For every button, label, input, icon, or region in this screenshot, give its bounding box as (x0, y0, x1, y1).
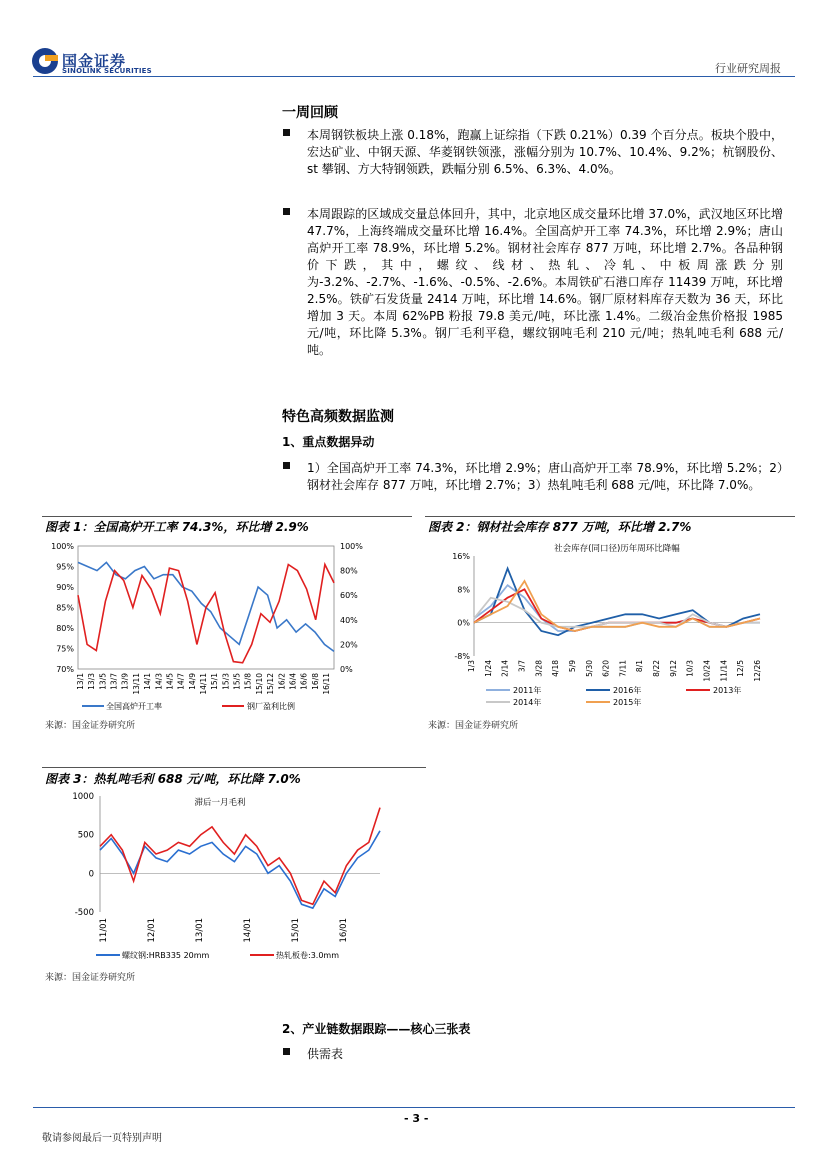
chart-social-inventory (430, 538, 770, 712)
figure-2-title: 图表 2：钢材社会库存 877 万吨，环比增 2.7% (428, 520, 692, 534)
y-tick-label: 0% (457, 618, 470, 628)
y-tick-label: 8% (457, 585, 470, 595)
x-tick-label: 5/30 (584, 660, 594, 677)
figure-2-source: 来源：国金证券研究所 (428, 721, 519, 731)
chart-gross-margin (62, 789, 392, 967)
y-tick-left: 90% (56, 583, 74, 592)
legend-label-furnace: 全国高炉开工率 (106, 702, 162, 711)
x-tick-label: 3/7 (517, 660, 527, 673)
figure-2-rule (425, 516, 795, 517)
y-tick-label: 500 (77, 830, 94, 841)
y-tick-left: 80% (56, 624, 74, 633)
y-tick-label: 16% (452, 552, 470, 561)
chart-2-title: 社会库存(同口径)历年周环比降幅 (554, 544, 680, 554)
review-bullet-2 (283, 206, 783, 359)
logo-text-en: SINOLINK SECURITIES (62, 67, 152, 75)
x-tick-label: 12/01 (147, 918, 157, 943)
y-tick-right: 80% (340, 566, 358, 576)
y-tick-right: 0% (340, 665, 353, 674)
figure-3-rule (42, 767, 426, 768)
x-tick-label: 4/18 (551, 660, 561, 677)
review-bullet-1-text: 本周钢铁板块上涨 0.18%，跑赢上证综指（下跌 0.21%）0.39 个百分点。板块个股中，宏达矿业、中钢天源、华菱钢铁领涨，涨幅分别为 10.7%、10.4%、9.2%；杭钢股份、st 攀钢、方大特钢领跌，跌幅分别 6.5%、6.3%、4.0%。 (307, 128, 783, 176)
x-tick-label: 14/7 (176, 673, 186, 690)
review-bullet-1 (283, 127, 783, 178)
chart-blast-furnace (42, 536, 372, 714)
x-tick-label: 13/3 (87, 673, 97, 690)
y-tick-left: 70% (56, 665, 74, 674)
y-tick-right: 60% (340, 591, 358, 601)
x-tick-label: 10/24 (702, 660, 712, 682)
x-tick-label: 13/1 (76, 673, 85, 690)
legend-label: 2011年 (513, 686, 542, 695)
x-tick-label: 15/3 (221, 673, 231, 690)
y-tick-left: 85% (56, 603, 74, 613)
figure-3-title: 图表 3：热轧吨毛利 688 元/吨，环比降 7.0% (45, 772, 301, 786)
series-line-profit-ratio (78, 565, 334, 663)
x-tick-label: 14/9 (187, 673, 197, 690)
legend-label-hrc: 热轧板卷:3.0mm (276, 951, 340, 960)
subsection-title-1: 1、重点数据异动 (282, 435, 375, 449)
footer-disclaimer: 敬请参阅最后一页特别声明 (42, 1133, 162, 1144)
x-tick-label: 5/9 (567, 660, 577, 673)
section-title-monitor: 特色高频数据监测 (282, 409, 394, 425)
figure-1-title: 图表 1：全国高炉开工率 74.3%，环比增 2.9% (45, 520, 309, 534)
x-tick-label: 15/5 (232, 673, 242, 690)
x-tick-label: 11/01 (99, 918, 109, 943)
x-tick-label: 13/5 (98, 673, 108, 690)
x-tick-label: 12/5 (736, 660, 746, 677)
x-tick-label: 11/14 (719, 660, 729, 682)
x-tick-label: 15/10 (254, 673, 264, 695)
series-line-0 (100, 831, 380, 908)
y-tick-left: 95% (56, 562, 74, 572)
x-tick-label: 16/2 (277, 673, 287, 690)
x-tick-label: 16/11 (322, 673, 331, 695)
figure-3-source: 来源：国金证券研究所 (45, 973, 136, 983)
logo-icon (30, 46, 60, 76)
bullet-icon (283, 1048, 290, 1055)
x-tick-label: 13/01 (195, 918, 205, 943)
x-tick-label: 13/7 (109, 673, 119, 690)
x-tick-label: 13/11 (131, 673, 141, 695)
y-tick-left: 100% (51, 542, 74, 551)
review-bullet-2-text: 本周跟踪的区域成交量总体回升，其中，北京地区成交量环比增 37.0%，武汉地区环比增 47.7%，上海终端成交量环比增 16.4%。全国高炉开工率 74.3%，环比增 2.9%；唐山高炉开工率 78.9%，环比增 5.2%。钢材社会库存 877 万吨，环比增 2.7%。各品种钢价下跌，其中，螺纹、线材、热轧、冷轧、中板周涨跌分别为-3.2%、-2.7%、-1.6%、-0.5%、-2.6%。本周铁矿石港口库存 11439 万吨，环比增 2.5%。铁矿石发货量 2414 万吨，环比增 14.6%。钢厂原材料库存天数为 36 天，环比增加 3 天。本周 62%PB 粉报 79.8 美元/吨，环比涨 1.4%。二级冶金焦价格报 1985 元/吨，环比降 5.3%。钢厂毛利平稳，螺纹钢吨毛利 210 元/吨；热轧吨毛利 688 元/吨。 (307, 207, 783, 357)
legend-label: 2016年 (613, 686, 642, 695)
legend-label: 2013年 (713, 686, 742, 695)
legend-label-profit: 钢厂盈利比例 (247, 702, 295, 711)
x-tick-label: 15/8 (243, 673, 253, 690)
x-tick-label: 7/11 (618, 660, 628, 677)
x-tick-label: 1/3 (467, 660, 476, 673)
x-tick-label: 15/01 (291, 918, 301, 943)
header-divider (33, 76, 795, 77)
bullet-icon (283, 462, 290, 469)
footer-divider (33, 1107, 795, 1108)
x-tick-label: 15/1 (210, 673, 220, 690)
x-tick-label: 12/26 (753, 660, 762, 682)
y-tick-label: -500 (74, 908, 94, 918)
legend-label: 2015年 (613, 698, 642, 707)
monitor-bullet (283, 460, 783, 494)
report-type: 行业研究周报 (715, 62, 781, 75)
logo-text-cn: 国金证券 (62, 52, 127, 70)
x-tick-label: 10/3 (685, 660, 695, 677)
page-number: - 3 - (404, 1112, 429, 1125)
x-tick-label: 14/1 (143, 673, 153, 690)
bullet-icon (283, 208, 290, 215)
x-tick-label: 16/8 (310, 673, 320, 690)
x-tick-label: 9/12 (668, 660, 678, 677)
x-tick-label: 14/01 (243, 918, 253, 943)
figure-1-source: 来源：国金证券研究所 (45, 721, 136, 731)
x-tick-label: 14/5 (165, 673, 175, 690)
x-tick-label: 1/24 (483, 660, 493, 677)
x-tick-label: 15/12 (266, 673, 276, 695)
x-tick-label: 14/3 (154, 673, 164, 690)
x-tick-label: 16/4 (288, 673, 298, 690)
x-tick-label: 8/22 (652, 660, 662, 677)
bullet-icon (283, 129, 290, 136)
x-tick-label: 8/1 (635, 660, 645, 673)
monitor-bullet-text: 1）全国高炉开工率 74.3%，环比增 2.9%；唐山高炉开工率 78.9%，环比增 5.2%；2）钢材社会库存 877 万吨，环比增 2.7%；3）热轧吨毛利 688 元/吨，环比降 7.0%。 (307, 461, 783, 492)
subsection-title-2: 2、产业链数据跟踪——核心三张表 (282, 1022, 471, 1036)
x-tick-label: 16/01 (339, 918, 349, 943)
x-tick-label: 6/20 (601, 660, 611, 677)
x-tick-label: 3/28 (534, 660, 544, 677)
x-tick-label: 16/6 (299, 673, 309, 690)
y-tick-label: -8% (454, 652, 470, 661)
x-tick-label: 14/11 (199, 673, 208, 695)
y-tick-label: 0 (88, 869, 94, 880)
legend-label: 2014年 (513, 698, 542, 707)
chart-3-title: 滞后一月毛利 (194, 798, 246, 808)
section-title-review: 一周回顾 (282, 105, 338, 121)
y-tick-right: 20% (340, 640, 358, 650)
y-tick-right: 40% (340, 615, 358, 625)
monitor-bullet-2 (283, 1046, 783, 1063)
x-tick-label: 13/9 (120, 673, 130, 690)
x-tick-label: 2/14 (500, 660, 510, 677)
monitor-bullet-2-text: 供需表 (307, 1047, 344, 1061)
figure-1-rule (42, 516, 412, 517)
y-tick-right: 100% (340, 542, 363, 551)
legend-label-rebar: 螺纹钢:HRB335 20mm (122, 951, 210, 960)
y-tick-left: 75% (56, 644, 74, 654)
y-tick-label: 1000 (72, 792, 94, 802)
